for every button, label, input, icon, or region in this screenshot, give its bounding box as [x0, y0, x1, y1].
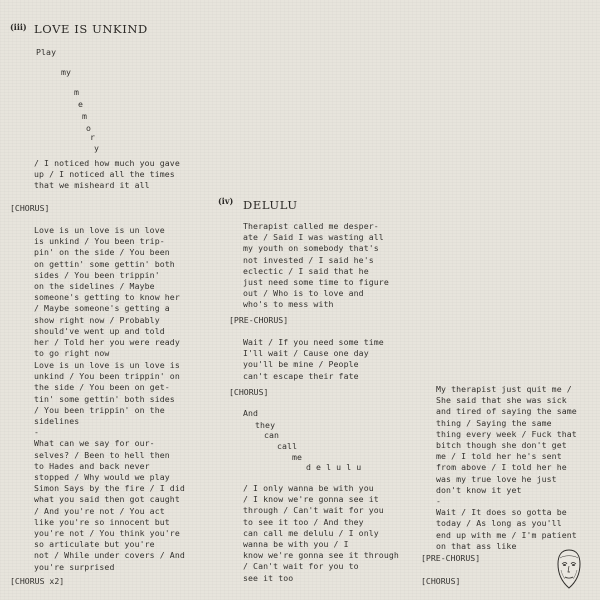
intro-letter: y: [94, 143, 100, 153]
song-title-delulu: DELULU: [243, 198, 298, 212]
intro-letter: e: [78, 99, 84, 109]
cascade-word: d e l u l u: [306, 462, 362, 472]
intro-word: my: [61, 67, 72, 77]
chorus-label-iii: [CHORUS]: [10, 203, 50, 213]
chorus-x2-label: [CHORUS x2]: [10, 576, 65, 586]
song-number-iii: (iii): [10, 22, 27, 32]
chorus-lyrics-iv: / I only wanna be with you / I know we're gonna see it through / Can't wait for you to see it too / And they can call me delulu / I only wanna be with you / I know we're gonna see it through / Can't wait for you to see it too: [243, 483, 399, 583]
intro-letter: r: [90, 132, 96, 142]
verse-2-iv: My therapist just quit me / She said that she was sick and tired of saying the same thing / Saying the same thing every week / Fuck that bitch though she don't get me / I told her he's sent from above / I told her he was my true love he just don't know it yet - Wait / It does so gotta be today / As long as you'll end up with me / I'm patient on that ass like: [436, 384, 577, 551]
intro-letter: m: [74, 87, 80, 97]
cascade-word: call: [277, 441, 298, 451]
chorus-label-iv: [CHORUS]: [229, 387, 269, 397]
prechorus-label-iv: [PRE-CHORUS]: [229, 315, 289, 325]
intro-word: Play: [36, 47, 57, 57]
mask-icon: [556, 548, 582, 590]
verse-1-iv: Therapist called me desper- ate / Said I was wasting all my youth on somebody that's not invested / I said he's eclectic / I said that he just need some time to figure out / Who is to love and who's to mess with: [243, 221, 389, 310]
prechorus-label-2-iv: [PRE-CHORUS]: [421, 553, 481, 563]
song-title-love-is-unkind: LOVE IS UNKIND: [34, 22, 148, 36]
cascade-word: And: [243, 408, 259, 418]
intro-letter: m: [82, 111, 88, 121]
cascade-word: me: [292, 452, 303, 462]
prechorus-iv: Wait / If you need some time I'll wait / Cause one day you'll be mine / People can't escape their fate: [243, 337, 384, 381]
chorus-label-2-iv: [CHORUS]: [421, 576, 461, 586]
intro-letter: o: [86, 123, 92, 133]
verse-1-iii: / I noticed how much you gave up / I noticed all the times that we misheard it all: [34, 158, 180, 191]
chorus-2-iii: Love is un love is un love is unkind / You been trippin' on the side / You been on get- tin' some gettin' both sides / You been trippin' on the sidelines - What can we say for our- selves? / Been to hell then to Hades and back never stopped / Why would we play Simon Says by the fire / I did what you said then got caught / And you're not / You act like you're so innocent but you're not / You think you're so articulate but you're not / While under covers / And you're surprised: [34, 360, 185, 572]
song-number-iv: (iv): [218, 196, 234, 206]
cascade-word: they: [255, 420, 276, 430]
chorus-1-iii: Love is un love is un love is unkind / You been trip- pin' on the side / You been on gettin' some gettin' both sides / You been trippin' on the sidelines / Maybe someone's getting to know her / Maybe someone's getting a show right now / Probably should've went up and told her / Told her you were ready to go right now: [34, 225, 180, 359]
cascade-word: can: [264, 430, 280, 440]
